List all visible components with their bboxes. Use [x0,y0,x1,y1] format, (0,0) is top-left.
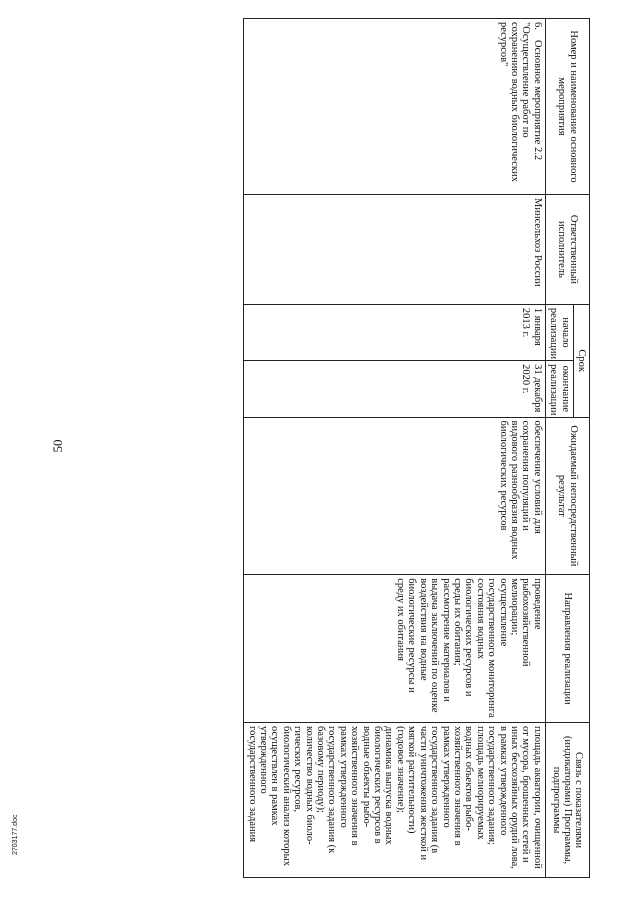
header-start: начало реализации [545,304,573,360]
rotated-table-sheet [78,18,590,878]
row-directions: проведение рыбохозяйственной мелиорации; осуществление государственного мониторинга состояния водных биологических ресурсов и среды их обитания; рассмотрение материалов и выдача заключений по оценке воздействия на водные биологические ресурсы и среду их обитания [244,575,546,723]
row-start: 1 января 2013 г. [244,304,546,360]
row-number: 6. [531,22,543,30]
row-executor: Минсельхоз России [244,195,546,305]
header-executor: Ответственный исполнитель [545,195,589,305]
row-end: 31 декабря 2020 г. [244,361,546,417]
row-name-cell [244,19,546,195]
measures-table [243,18,590,878]
table-row [244,19,546,878]
header-result: Ожидаемый непосредственный результат [545,417,589,575]
header-term: Срок [573,304,589,417]
header-indicators: Связь с показателями (индикаторами) Программы, подпрограммы [545,723,589,878]
header-row-1 [573,19,589,878]
row-indicators: площадь акватории, очищенной от мусора, брошенных сетей и иных бесхозяйных орудий лова, в рамках утвержденного государственного задания; площадь мелиорируемых водных объектов рыбо-хозяйственного значения в рамках утвержденного государственного задания (в части уничтожения жесткой и мягкой растительности) (годовое значение); динамика выпуска водных биологических ресурсов в водные объекты рыбо-хозяйственного значения в рамках утвержденного государственного задания (к базовому периоду); количество водных биоло-гических ресурсов, биологический анализ которых осуществлен в рамках утвержденного государственного задания [244,723,546,878]
header-directions: Направления реализации [545,575,589,723]
row-result: обеспечение условий для сохранения популяций и видового разнообразия водных биологических ресурсов [244,417,546,575]
header-end: окончание реализации [545,361,573,417]
header-name: Номер и наименование основного мероприятия [545,19,589,195]
row-name: Основное мероприятие 2.2 "Осуществление работ по сохранению водных биологических ресурсов" [497,22,543,182]
file-name-footer: 2703177.doc [12,814,19,855]
page-number: 50 [50,439,65,453]
